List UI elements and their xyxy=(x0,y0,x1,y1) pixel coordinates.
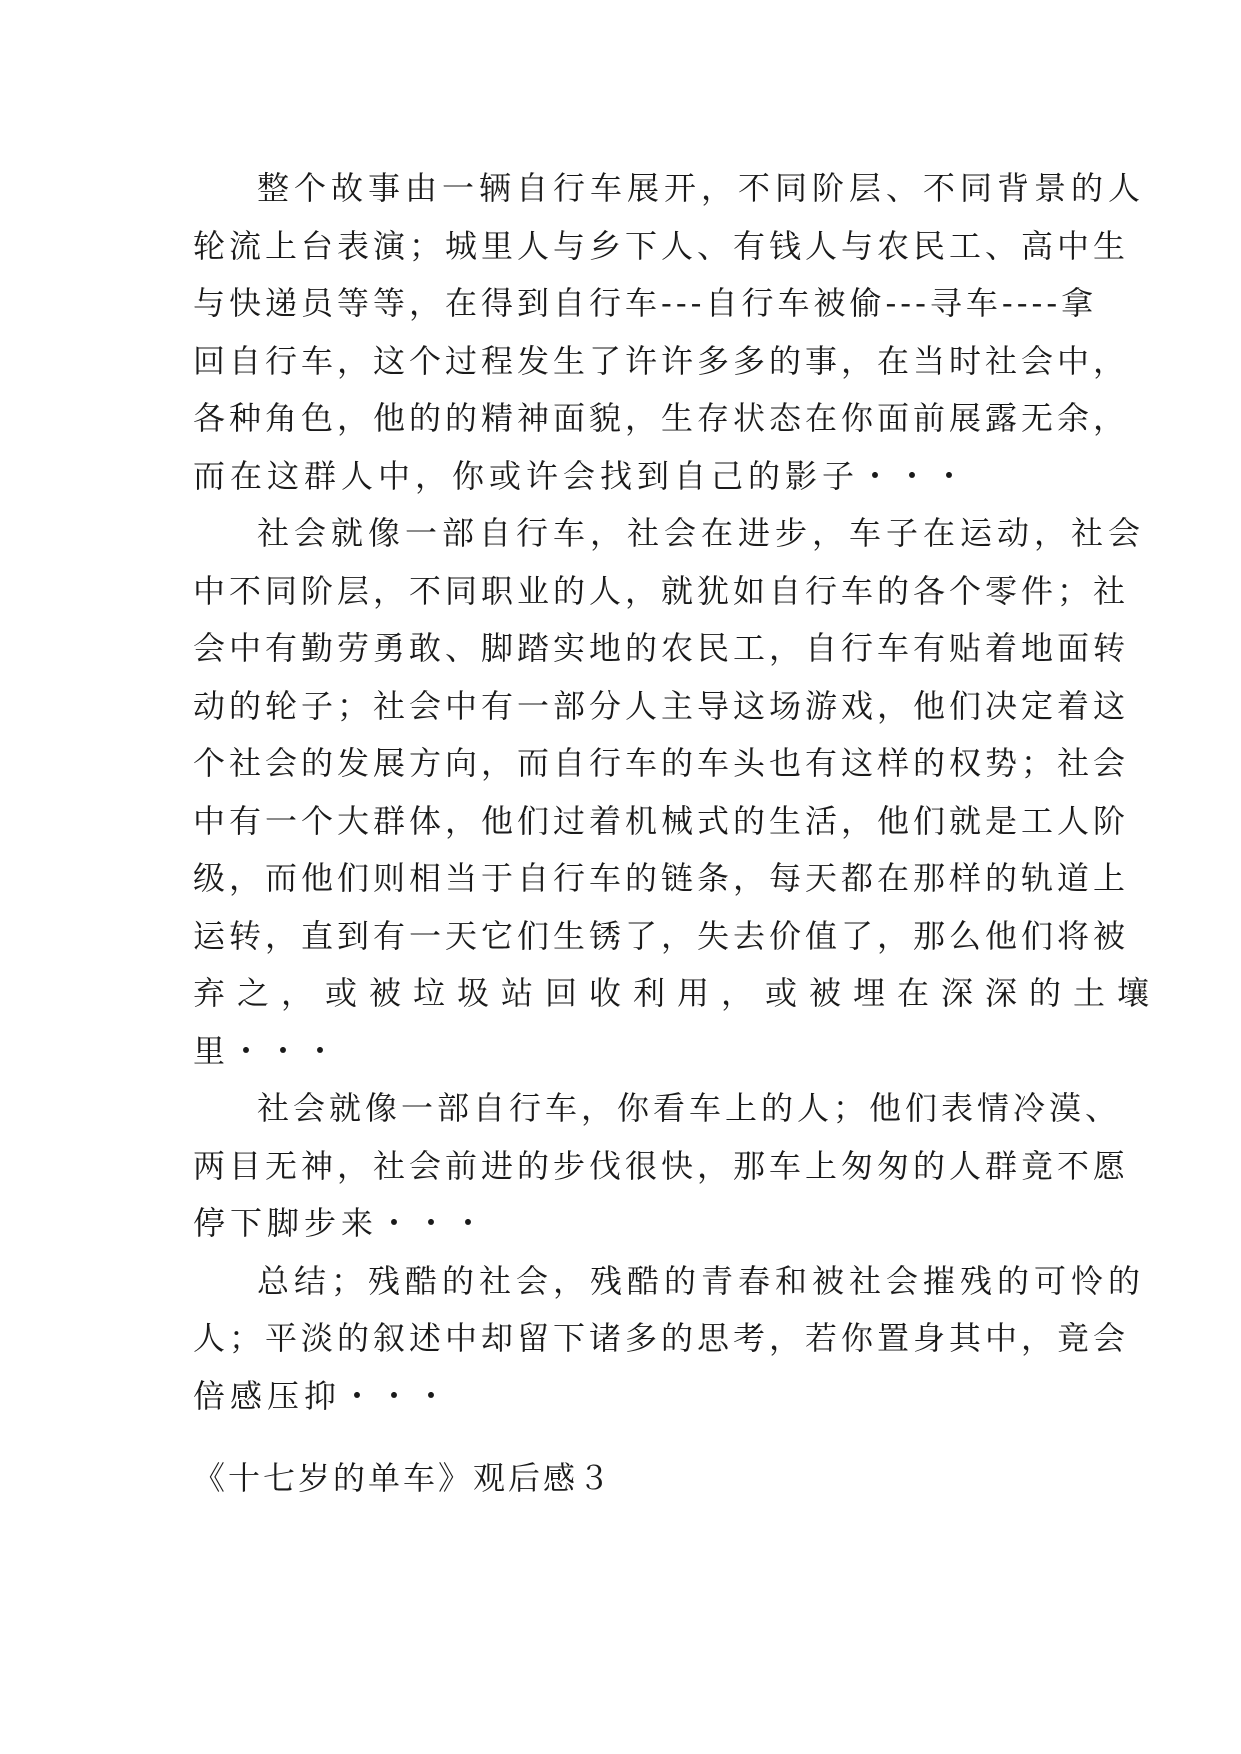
text-line: 而在这群人中，你或许会找到自己的影子・・・ xyxy=(193,456,971,495)
document-body xyxy=(193,160,1162,1425)
paragraph-1 xyxy=(193,160,1146,505)
text-line: 与快递员等等，在得到自行车---自行车被偷---寻车----拿 xyxy=(193,284,1098,322)
text-line: 总结；残酷的社会，残酷的青春和被社会摧残的可怜的 xyxy=(257,1261,1146,1300)
text-line: 里・・・ xyxy=(193,1031,342,1070)
text-line: 倍感压抑・・・ xyxy=(193,1376,453,1415)
text-line: 级，而他们则相当于自行车的链条，每天都在那样的轨道上 xyxy=(193,859,1130,897)
text-line: 停下脚步来・・・ xyxy=(193,1204,490,1242)
paragraph-3 xyxy=(193,1080,1130,1253)
text-line: 个社会的发展方向，而自行车的车头也有这样的权势；社会 xyxy=(193,744,1130,782)
text-line: 各种角色，他的的精神面貌，生存状态在你面前展露无余， xyxy=(193,399,1130,437)
paragraph-2 xyxy=(193,505,1162,1080)
text-line: 动的轮子；社会中有一部分人主导这场游戏，他们决定着这 xyxy=(193,686,1130,725)
text-line: 弃之，或被垃圾站回收利用，或被埋在深深的土壤 xyxy=(193,974,1162,1012)
text-line: 社会就像一部自行车，你看车上的人；他们表情冷漠、 xyxy=(257,1089,1122,1127)
paragraph-4 xyxy=(193,1253,1146,1426)
text-line: 人；平淡的叙述中却留下诸多的思考，若你置身其中，竟会 xyxy=(193,1319,1130,1357)
text-line: 运转，直到有一天它们生锈了，失去价值了，那么他们将被 xyxy=(193,916,1130,955)
text-line: 轮流上台表演；城里人与乡下人、有钱人与农民工、高中生 xyxy=(193,226,1130,265)
next-section-heading: 《十七岁的单车》观后感３ xyxy=(193,1459,614,1497)
text-line: 社会就像一部自行车，社会在进步，车子在运动，社会 xyxy=(257,514,1146,552)
text-line: 两目无神，社会前进的步伐很快，那车上匆匆的人群竟不愿 xyxy=(193,1146,1130,1185)
text-line: 中有一个大群体，他们过着机械式的生活，他们就是工人阶 xyxy=(193,801,1130,840)
text-line: 会中有勤劳勇敢、脚踏实地的农民工，自行车有贴着地面转 xyxy=(193,629,1130,667)
text-line: 中不同阶层，不同职业的人，就犹如自行车的各个零件；社 xyxy=(193,571,1130,610)
text-line: 回自行车，这个过程发生了许许多多的事，在当时社会中， xyxy=(193,341,1130,380)
text-line: 整个故事由一辆自行车展开，不同阶层、不同背景的人 xyxy=(257,169,1146,207)
